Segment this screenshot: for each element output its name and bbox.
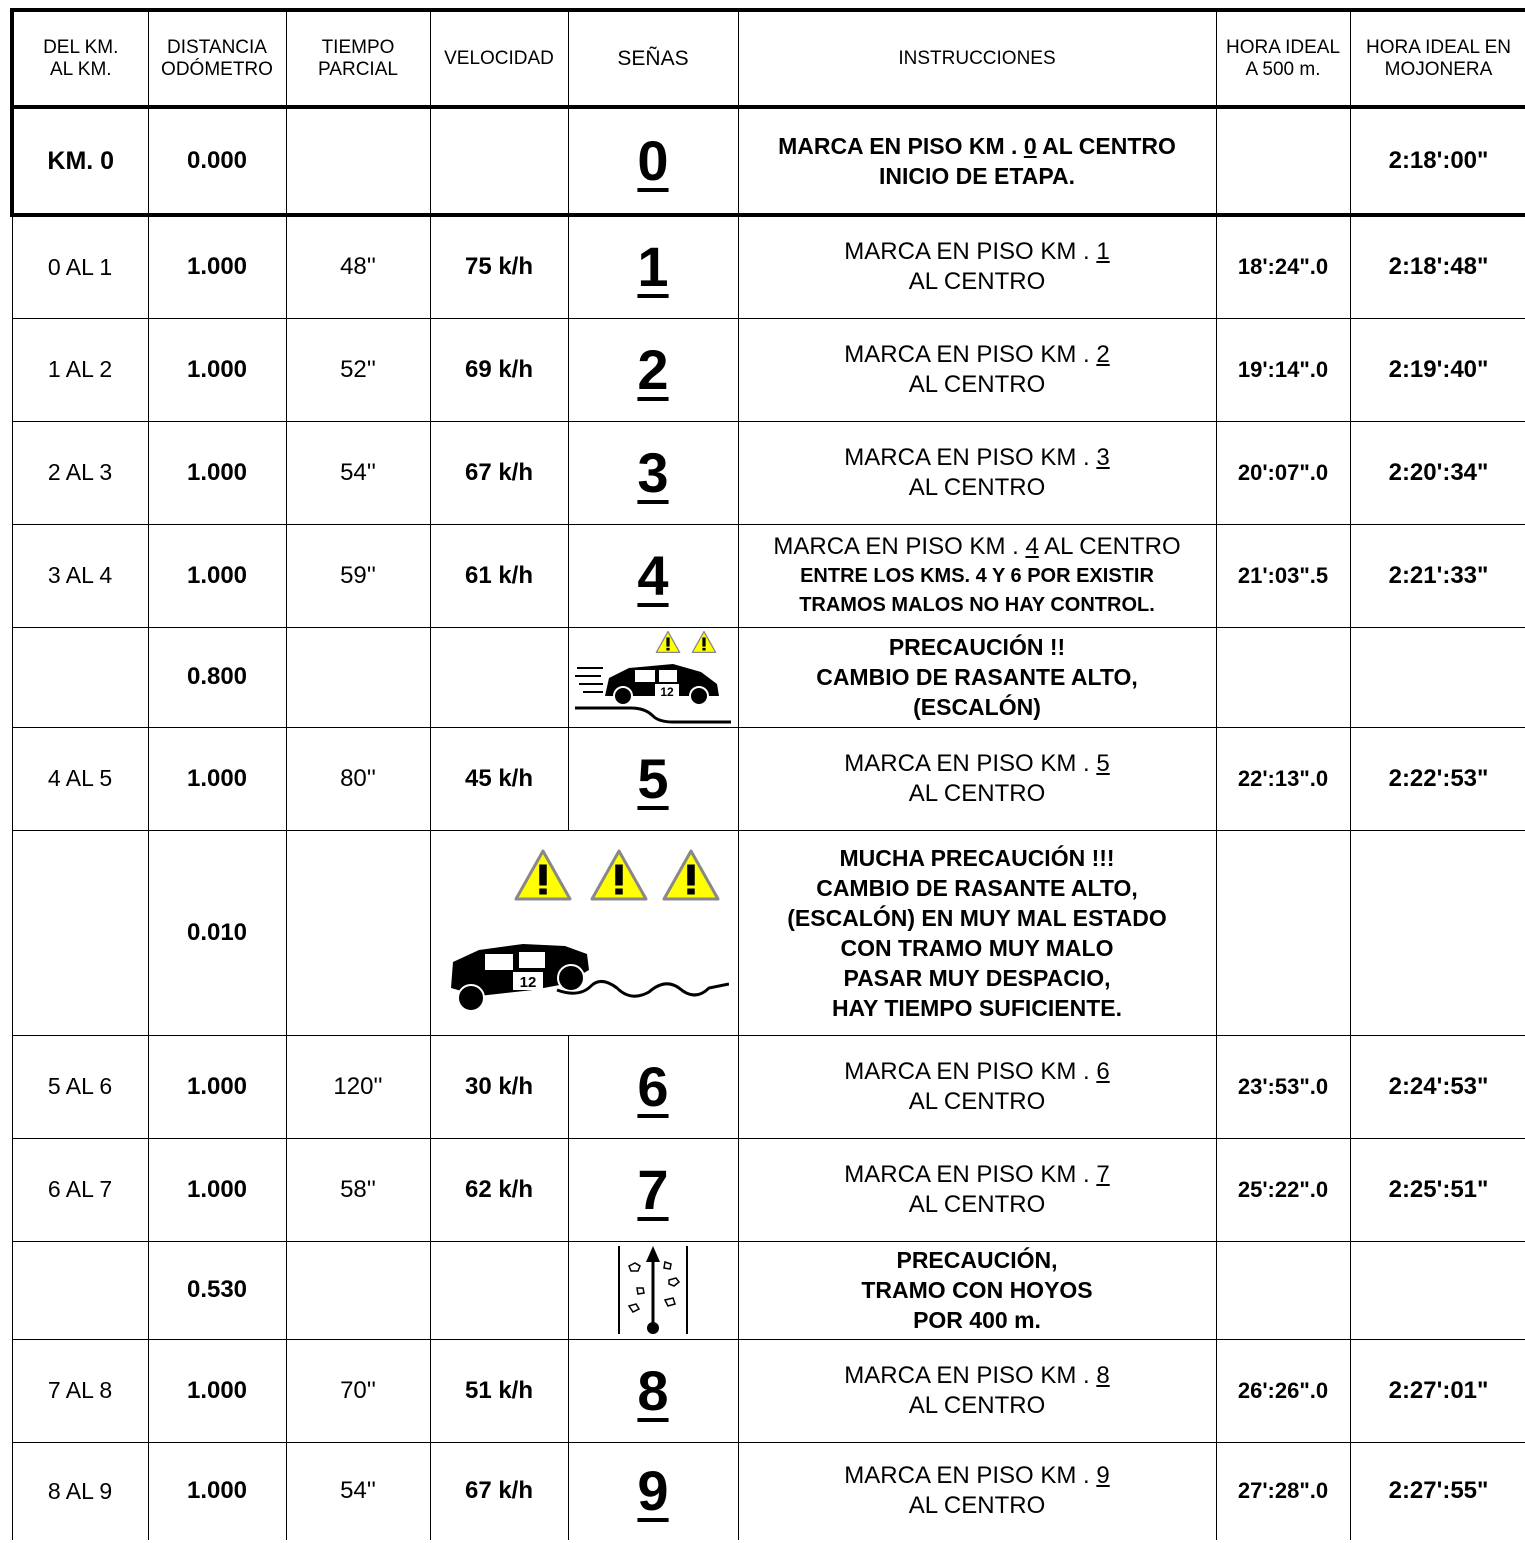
velocidad-cell: 75 k/h	[430, 215, 568, 318]
hora-ideal-500-cell: 26':26".0	[1216, 1339, 1350, 1442]
tiempo-cell	[286, 1241, 430, 1339]
velocidad-cell: 51 k/h	[430, 1339, 568, 1442]
tiempo-cell	[286, 830, 430, 1035]
sena-cell	[568, 318, 738, 421]
km-marker-number: 6	[637, 1054, 669, 1118]
hora-ideal-500-cell: 27':28".0	[1216, 1442, 1350, 1540]
hora-ideal-cell: 2:18':00"	[1350, 107, 1525, 215]
row-km5	[12, 727, 1525, 830]
instrucciones-cell: MARCA EN PISO KM . 3 AL CENTRO	[738, 421, 1216, 524]
distancia-cell: 1.000	[148, 1442, 286, 1540]
velocidad-cell: 45 k/h	[430, 727, 568, 830]
instrucciones-cell: MARCA EN PISO KM . 7 AL CENTRO	[738, 1138, 1216, 1241]
hora-ideal-cell	[1350, 830, 1525, 1035]
hora-ideal-cell: 2:20':34"	[1350, 421, 1525, 524]
header-hora-ideal-500: HORA IDEAL A 500 m.	[1216, 10, 1350, 107]
sena-cell	[568, 1138, 738, 1241]
row-km2	[12, 318, 1525, 421]
sena-cell	[568, 1442, 738, 1540]
hora-ideal-500-cell	[1216, 830, 1350, 1035]
sena-cell	[568, 107, 738, 215]
row-km4	[12, 524, 1525, 627]
row-km8	[12, 1339, 1525, 1442]
hora-ideal-500-cell	[1216, 627, 1350, 727]
header-hora-ideal-mojonera: HORA IDEAL EN MOJONERA	[1350, 10, 1525, 107]
potholes-road-icon	[615, 1244, 691, 1336]
header-instrucciones: INSTRUCCIONES	[738, 10, 1216, 107]
row-caution-1	[12, 627, 1525, 727]
tramo-cell	[12, 627, 148, 727]
tramo-cell: 1 AL 2	[12, 318, 148, 421]
row-km3	[12, 421, 1525, 524]
row-caution-3	[12, 1241, 1525, 1339]
km-marker-number: 9	[637, 1459, 669, 1523]
hora-ideal-500-cell: 20':07".0	[1216, 421, 1350, 524]
instrucciones-cell: MARCA EN PISO KM . 5 AL CENTRO	[738, 727, 1216, 830]
car-number-label: 12	[660, 685, 674, 699]
hora-ideal-cell: 2:24':53"	[1350, 1035, 1525, 1138]
hora-ideal-500-cell: 18':24".0	[1216, 215, 1350, 318]
instrucciones-cell: PRECAUCIÓN !! CAMBIO DE RASANTE ALTO, (ESCALÓN)	[738, 627, 1216, 727]
instrucciones-cell: MARCA EN PISO KM . 2 AL CENTRO	[738, 318, 1216, 421]
tiempo-cell: 120''	[286, 1035, 430, 1138]
header-tiempo: TIEMPO PARCIAL	[286, 10, 430, 107]
velocidad-cell	[430, 107, 568, 215]
tramo-cell: 4 AL 5	[12, 727, 148, 830]
hora-ideal-cell: 2:21':33"	[1350, 524, 1525, 627]
distancia-cell: 1.000	[148, 727, 286, 830]
sena-cell	[568, 1035, 738, 1138]
distancia-cell: 1.000	[148, 421, 286, 524]
hora-ideal-cell: 2:27':55"	[1350, 1442, 1525, 1540]
tramo-cell: 8 AL 9	[12, 1442, 148, 1540]
hora-ideal-cell	[1350, 627, 1525, 727]
sena-cell	[430, 830, 738, 1035]
tiempo-cell: 58''	[286, 1138, 430, 1241]
distancia-cell: 1.000	[148, 1035, 286, 1138]
velocidad-cell	[430, 627, 568, 727]
instrucciones-cell: MARCA EN PISO KM . 6 AL CENTRO	[738, 1035, 1216, 1138]
sena-cell	[568, 524, 738, 627]
roadbook-table	[10, 8, 1525, 1540]
hora-ideal-500-cell	[1216, 1241, 1350, 1339]
sena-cell	[568, 627, 738, 727]
distancia-cell: 1.000	[148, 215, 286, 318]
tiempo-cell: 80''	[286, 727, 430, 830]
distancia-cell: 1.000	[148, 1138, 286, 1241]
tramo-cell: KM. 0	[12, 107, 148, 215]
tiempo-cell: 70''	[286, 1339, 430, 1442]
tiempo-cell: 48''	[286, 215, 430, 318]
tramo-cell: 5 AL 6	[12, 1035, 148, 1138]
km-marker-number: 7	[637, 1157, 669, 1221]
row-caution-2	[12, 830, 1525, 1035]
tramo-cell: 0 AL 1	[12, 215, 148, 318]
row-km0	[12, 107, 1525, 215]
distancia-cell: 1.000	[148, 1339, 286, 1442]
tiempo-cell: 54''	[286, 1442, 430, 1540]
hora-ideal-cell: 2:22':53"	[1350, 727, 1525, 830]
km-marker-number: 0	[637, 129, 669, 192]
instrucciones-cell: MARCA EN PISO KM . 9 AL CENTRO	[738, 1442, 1216, 1540]
tramo-cell: 3 AL 4	[12, 524, 148, 627]
row-km9	[12, 1442, 1525, 1540]
instrucciones-cell: MARCA EN PISO KM . 4 AL CENTRO ENTRE LOS KMS. 4 Y 6 POR EXISTIR TRAMOS MALOS NO HAY CONTROL.	[738, 524, 1216, 627]
tramo-cell: 6 AL 7	[12, 1138, 148, 1241]
header-velocidad: VELOCIDAD	[430, 10, 568, 107]
distancia-cell: 1.000	[148, 524, 286, 627]
car-step-caution-icon	[573, 628, 733, 726]
km-marker-number: 2	[637, 337, 669, 401]
tiempo-cell	[286, 627, 430, 727]
row-km1	[12, 215, 1525, 318]
hora-ideal-cell: 2:27':01"	[1350, 1339, 1525, 1442]
instrucciones-cell: MARCA EN PISO KM . 8 AL CENTRO	[738, 1339, 1216, 1442]
km-marker-number: 3	[637, 440, 669, 504]
velocidad-cell: 67 k/h	[430, 1442, 568, 1540]
sena-cell	[568, 1241, 738, 1339]
header-row	[12, 10, 1525, 107]
hora-ideal-cell	[1350, 1241, 1525, 1339]
tramo-cell	[12, 830, 148, 1035]
tiempo-cell: 54''	[286, 421, 430, 524]
sena-cell	[568, 215, 738, 318]
km-marker-number: 1	[637, 235, 669, 299]
tramo-cell: 2 AL 3	[12, 421, 148, 524]
instrucciones-cell: PRECAUCIÓN, TRAMO CON HOYOS POR 400 m.	[738, 1241, 1216, 1339]
tiempo-cell: 59''	[286, 524, 430, 627]
tramo-cell	[12, 1241, 148, 1339]
distancia-cell: 0.800	[148, 627, 286, 727]
sena-cell	[568, 727, 738, 830]
velocidad-cell: 30 k/h	[430, 1035, 568, 1138]
tramo-cell: 7 AL 8	[12, 1339, 148, 1442]
instrucciones-cell: MUCHA PRECAUCIÓN !!! CAMBIO DE RASANTE ALTO, (ESCALÓN) EN MUY MAL ESTADO CON TRAMO MUY MALO PASAR MUY DESPACIO, HAY TIEMPO SUFICIENTE.	[738, 830, 1216, 1035]
hora-ideal-500-cell: 22':13".0	[1216, 727, 1350, 830]
tiempo-cell	[286, 107, 430, 215]
hora-ideal-500-cell: 19':14".0	[1216, 318, 1350, 421]
velocidad-cell: 62 k/h	[430, 1138, 568, 1241]
velocidad-cell: 69 k/h	[430, 318, 568, 421]
car-rough-road-caution-icon	[439, 838, 729, 1028]
distancia-cell: 0.000	[148, 107, 286, 215]
km-marker-number: 4	[637, 543, 669, 607]
hora-ideal-cell: 2:18':48"	[1350, 215, 1525, 318]
velocidad-cell: 61 k/h	[430, 524, 568, 627]
header-del-km: DEL KM. AL KM.	[12, 10, 148, 107]
km-marker-number: 5	[637, 746, 669, 810]
instrucciones-cell: MARCA EN PISO KM . 0 AL CENTRO INICIO DE ETAPA.	[738, 107, 1216, 215]
velocidad-cell	[430, 1241, 568, 1339]
velocidad-cell: 67 k/h	[430, 421, 568, 524]
instrucciones-cell: MARCA EN PISO KM . 1 AL CENTRO	[738, 215, 1216, 318]
car-number-label: 12	[519, 973, 537, 991]
hora-ideal-500-cell: 21':03".5	[1216, 524, 1350, 627]
hora-ideal-500-cell: 25':22".0	[1216, 1138, 1350, 1241]
sena-cell	[568, 421, 738, 524]
header-distancia: DISTANCIA ODÓMETRO	[148, 10, 286, 107]
tiempo-cell: 52''	[286, 318, 430, 421]
distancia-cell: 0.010	[148, 830, 286, 1035]
sena-cell	[568, 1339, 738, 1442]
row-km6	[12, 1035, 1525, 1138]
row-km7	[12, 1138, 1525, 1241]
distancia-cell: 0.530	[148, 1241, 286, 1339]
km-marker-number: 8	[637, 1358, 669, 1422]
hora-ideal-500-cell	[1216, 107, 1350, 215]
hora-ideal-500-cell: 23':53".0	[1216, 1035, 1350, 1138]
hora-ideal-cell: 2:25':51"	[1350, 1138, 1525, 1241]
hora-ideal-cell: 2:19':40"	[1350, 318, 1525, 421]
header-senas: SEÑAS	[568, 10, 738, 107]
distancia-cell: 1.000	[148, 318, 286, 421]
